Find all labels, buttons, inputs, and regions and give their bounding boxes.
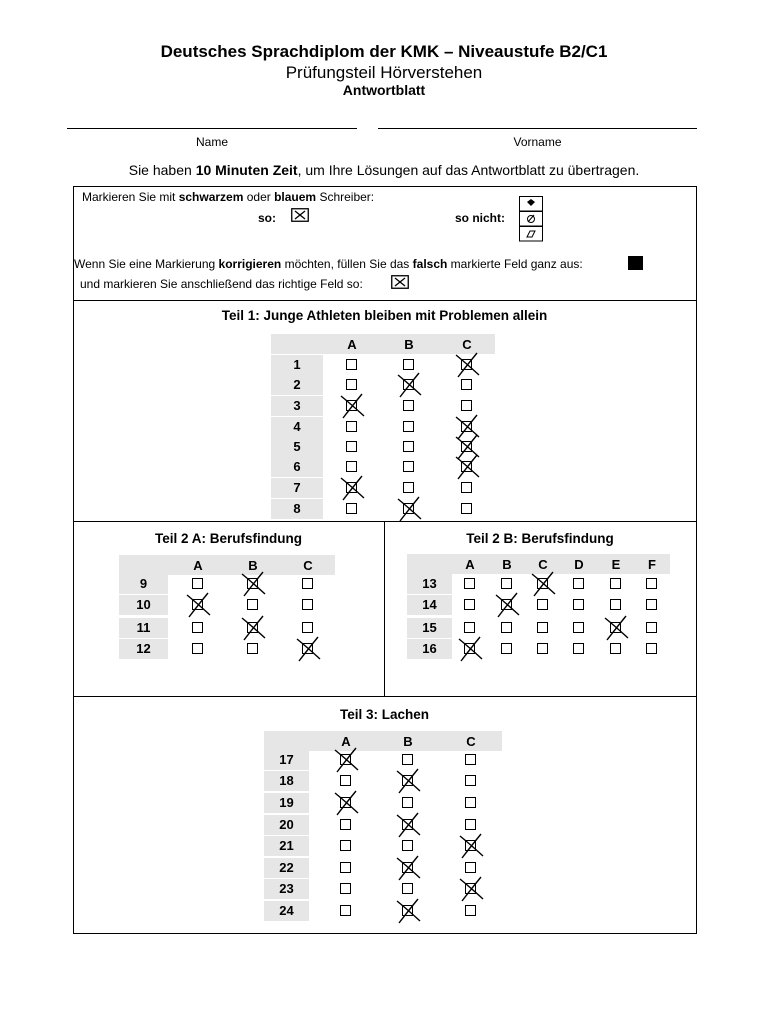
answer-box[interactable]: [247, 599, 258, 610]
answer-box[interactable]: [465, 819, 476, 830]
answer-box[interactable]: [403, 441, 414, 452]
teil2a-col-header: C: [303, 558, 313, 573]
cross-mark: [393, 810, 423, 840]
cross-mark: [293, 634, 323, 664]
answer-box[interactable]: [247, 643, 258, 654]
cross-mark: [452, 350, 482, 380]
teil2b-row-number: 16: [407, 639, 452, 659]
time-instruction: Sie haben 10 Minuten Zeit, um Ihre Lösungen auf das Antwortblatt zu übertragen.: [128, 162, 640, 178]
teil2b-col-header: B: [502, 557, 512, 572]
example-remark-box: [391, 275, 409, 294]
teil3-row-number: 22: [264, 858, 309, 878]
cross-mark: [393, 853, 423, 883]
page-title: Deutsches Sprachdiplom der KMK – Niveaustufe B2/C1: [160, 42, 608, 61]
answer-box[interactable]: [537, 643, 548, 654]
teil2a-row-number: 10: [119, 595, 168, 615]
divider-teil2-vertical: [384, 521, 385, 696]
teil3-title: Teil 3: Lachen: [339, 707, 430, 722]
teil3-row-number: 23: [264, 879, 309, 899]
answer-box[interactable]: [461, 482, 472, 493]
answer-box[interactable]: [537, 622, 548, 633]
teil3-row-number: 17: [264, 750, 309, 770]
answer-box[interactable]: [465, 905, 476, 916]
answer-box[interactable]: [465, 754, 476, 765]
answer-box[interactable]: [464, 622, 475, 633]
cross-mark: [238, 569, 268, 599]
answer-box[interactable]: [402, 754, 413, 765]
answer-box[interactable]: [402, 883, 413, 894]
instruction-marker: Markieren Sie mit schwarzem oder blauem Schreiber:: [82, 190, 375, 204]
answer-box[interactable]: [403, 482, 414, 493]
answer-box[interactable]: [573, 622, 584, 633]
answer-box[interactable]: [192, 622, 203, 633]
answer-box[interactable]: [346, 359, 357, 370]
answer-box[interactable]: [461, 400, 472, 411]
teil3-row-number: 21: [264, 836, 309, 856]
answer-box[interactable]: [501, 643, 512, 654]
teil2a-row-number: 11: [119, 618, 168, 638]
sheet-title: Antwortblatt: [342, 82, 426, 98]
answer-box[interactable]: [403, 400, 414, 411]
teil1-col-header: B: [404, 337, 414, 352]
answer-box[interactable]: [646, 578, 657, 589]
teil3-col-header: B: [403, 734, 413, 749]
cross-mark: [492, 590, 522, 620]
teil3-row-number: 24: [264, 901, 309, 921]
answer-box[interactable]: [346, 379, 357, 390]
answer-box[interactable]: [340, 905, 351, 916]
teil3-row-number: 18: [264, 771, 309, 791]
cross-mark: [452, 452, 482, 482]
answer-box[interactable]: [646, 599, 657, 610]
teil2a-row-number: 12: [119, 639, 168, 659]
teil2b-col-header: A: [465, 557, 475, 572]
instruction-remark: und markieren Sie anschließend das richtige Feld so:: [80, 277, 363, 291]
teil1-row-number: 1: [271, 355, 323, 375]
teil1-row-number: 3: [271, 396, 323, 416]
teil1-row-number: 7: [271, 478, 323, 498]
answer-box[interactable]: [346, 461, 357, 472]
example-wrong-label: so nicht:: [455, 211, 505, 225]
page-subtitle: Prüfungsteil Hörverstehen: [285, 63, 483, 82]
teil2b-col-header: E: [611, 557, 621, 572]
answer-box[interactable]: [573, 599, 584, 610]
answer-box[interactable]: [302, 622, 313, 633]
cross-mark: [455, 634, 485, 664]
answer-box[interactable]: [465, 862, 476, 873]
teil1-row-number: 8: [271, 499, 323, 519]
teil2a-col-header: B: [248, 558, 258, 573]
cross-mark: [331, 788, 361, 818]
teil2b-row-number: 13: [407, 574, 452, 594]
answer-box[interactable]: [302, 599, 313, 610]
answer-box[interactable]: [461, 379, 472, 390]
cross-mark: [601, 613, 631, 643]
example-wrong-boxes: [519, 196, 543, 247]
name-field[interactable]: [67, 128, 357, 129]
teil2b-col-header: C: [538, 557, 548, 572]
answer-box[interactable]: [573, 578, 584, 589]
answer-box[interactable]: [646, 622, 657, 633]
answer-box[interactable]: [340, 775, 351, 786]
answer-box[interactable]: [192, 578, 203, 589]
cross-mark: [456, 831, 486, 861]
teil2a-col-header: A: [193, 558, 203, 573]
answer-box[interactable]: [461, 503, 472, 514]
teil1-row-number: 6: [271, 457, 323, 477]
example-filled-box: [628, 256, 643, 270]
answer-box[interactable]: [501, 622, 512, 633]
answer-box[interactable]: [610, 599, 621, 610]
cross-mark: [528, 569, 558, 599]
answer-box[interactable]: [192, 643, 203, 654]
answer-box[interactable]: [302, 578, 313, 589]
answer-box[interactable]: [501, 578, 512, 589]
divider-teil2: [73, 696, 696, 697]
answer-box[interactable]: [340, 819, 351, 830]
answer-box[interactable]: [340, 862, 351, 873]
answer-box[interactable]: [610, 643, 621, 654]
teil2b-col-header: D: [574, 557, 584, 572]
example-correct-label: so:: [258, 211, 276, 225]
cross-mark: [394, 370, 424, 400]
cross-mark: [337, 473, 367, 503]
example-correct-box: [291, 208, 309, 227]
teil3-row-number: 20: [264, 815, 309, 835]
teil2a-title: Teil 2 A: Berufsfindung: [155, 531, 302, 546]
instruction-correction: Wenn Sie eine Markierung korrigieren möchten, füllen Sie das falsch markierte Feld ganz aus:: [74, 257, 583, 271]
teil3-col-header: C: [466, 734, 476, 749]
divider-instructions: [73, 300, 696, 301]
teil3-row-number: 19: [264, 793, 309, 813]
teil2b-title: Teil 2 B: Berufsfindung: [466, 531, 614, 546]
teil3-col-header: A: [341, 734, 351, 749]
answer-box[interactable]: [403, 461, 414, 472]
cross-mark: [331, 745, 361, 775]
teil1-title: Teil 1: Junge Athleten bleiben mit Problemen allein: [221, 308, 548, 323]
answer-box[interactable]: [573, 643, 584, 654]
cross-mark: [337, 391, 367, 421]
cross-mark: [393, 896, 423, 926]
answer-box[interactable]: [465, 775, 476, 786]
cross-mark: [394, 494, 424, 524]
cross-mark: [238, 613, 268, 643]
answer-box[interactable]: [346, 503, 357, 514]
teil1-row-number: 5: [271, 437, 323, 457]
answer-box[interactable]: [340, 883, 351, 894]
answer-box[interactable]: [646, 643, 657, 654]
answer-box[interactable]: [465, 797, 476, 808]
answer-box[interactable]: [403, 421, 414, 432]
answer-box[interactable]: [346, 421, 357, 432]
answer-box[interactable]: [340, 840, 351, 851]
teil2a-row-number: 9: [119, 574, 168, 594]
teil2b-col-header: F: [648, 557, 656, 572]
teil1-row-number: 4: [271, 417, 323, 437]
vorname-field[interactable]: [378, 128, 697, 129]
teil2b-row-number: 15: [407, 618, 452, 638]
answer-box[interactable]: [464, 599, 475, 610]
cross-mark: [456, 874, 486, 904]
answer-box[interactable]: [464, 578, 475, 589]
teil1-row-number: 2: [271, 375, 323, 395]
cross-mark: [393, 766, 423, 796]
answer-box[interactable]: [402, 797, 413, 808]
answer-box[interactable]: [537, 599, 548, 610]
teil1-col-header: C: [462, 337, 472, 352]
answer-box[interactable]: [402, 840, 413, 851]
vorname-label: Vorname: [513, 135, 562, 149]
teil2b-row-number: 14: [407, 595, 452, 615]
answer-box[interactable]: [610, 578, 621, 589]
name-label: Name: [195, 135, 228, 149]
answer-box[interactable]: [346, 441, 357, 452]
cross-mark: [183, 590, 213, 620]
answer-box[interactable]: [403, 359, 414, 370]
teil1-col-header: A: [347, 337, 357, 352]
